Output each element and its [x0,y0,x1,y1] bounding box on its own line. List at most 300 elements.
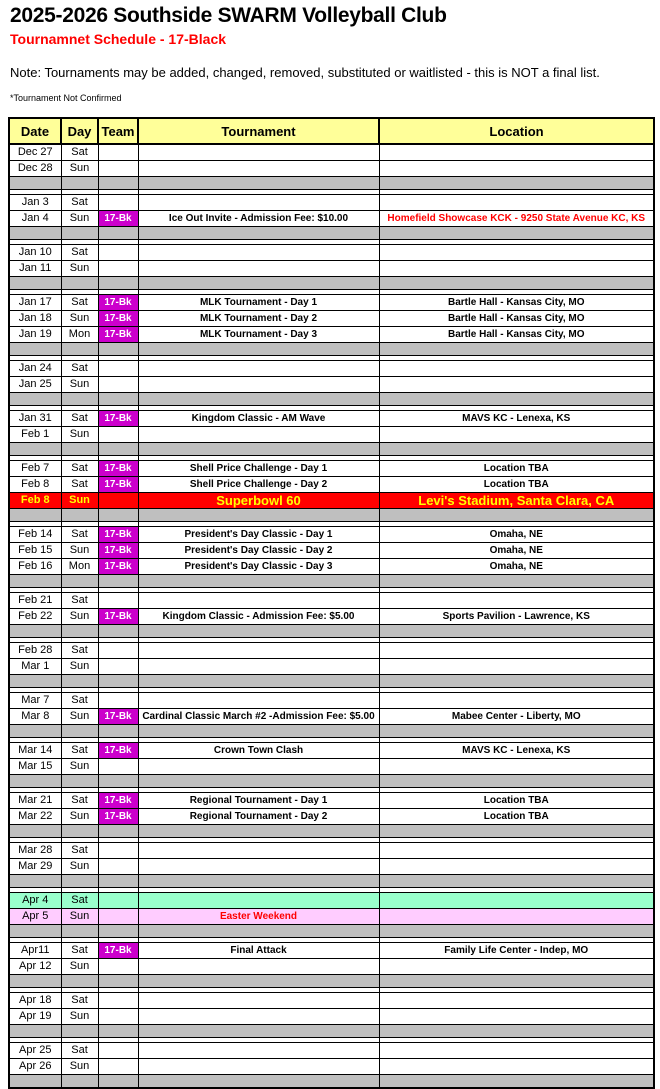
cell-day: Sun [61,759,98,775]
spacer-cell [138,177,379,190]
spacer-cell [61,925,98,938]
cell-tournament: Final Attack [138,943,379,959]
spacer-cell [98,575,138,588]
spacer-cell [138,925,379,938]
spacer-row [9,775,654,788]
spacer-cell [9,227,61,240]
spacer-cell [9,343,61,356]
table-row [9,493,654,509]
spacer-cell [379,825,654,838]
cell-day: Sat [61,361,98,377]
cell-location: Homefield Showcase KCK - 9250 State Avenue KC, KS [379,211,654,227]
spacer-cell [379,625,654,638]
spacer-cell [98,875,138,888]
cell-date: Jan 31 [9,411,61,427]
cell-tournament [138,1043,379,1059]
cell-location [379,909,654,925]
cell-date: Mar 29 [9,859,61,875]
spacer-cell [379,1075,654,1089]
cell-day: Sat [61,1043,98,1059]
spacer-cell [379,343,654,356]
cell-tournament: Easter Weekend [138,909,379,925]
cell-location: Omaha, NE [379,527,654,543]
spacer-row [9,625,654,638]
cell-team [98,643,138,659]
cell-tournament: Crown Town Clash [138,743,379,759]
spacer-cell [9,1025,61,1038]
table-row [9,1009,654,1025]
spacer-cell [379,875,654,888]
cell-team [98,493,138,509]
cell-team [98,1009,138,1025]
cell-date: Dec 28 [9,161,61,177]
cell-location [379,377,654,393]
table-row [9,477,654,493]
spacer-cell [138,509,379,522]
cell-team [98,1059,138,1075]
spacer-cell [379,509,654,522]
spacer-cell [9,1075,61,1089]
cell-tournament [138,377,379,393]
spacer-cell [9,975,61,988]
cell-team [98,909,138,925]
spacer-row [9,825,654,838]
cell-tournament: President's Day Classic - Day 3 [138,559,379,575]
cell-location: Levi's Stadium, Santa Clara, CA [379,493,654,509]
cell-date: Dec 27 [9,144,61,161]
cell-day: Sun [61,211,98,227]
cell-day: Sat [61,295,98,311]
table-row [9,144,654,161]
cell-date: Apr 25 [9,1043,61,1059]
cell-tournament [138,759,379,775]
cell-team [98,361,138,377]
cell-tournament [138,843,379,859]
spacer-cell [138,625,379,638]
spacer-cell [61,177,98,190]
cell-date: Jan 18 [9,311,61,327]
table-row [9,311,654,327]
spacer-row [9,509,654,522]
cell-tournament: MLK Tournament - Day 3 [138,327,379,343]
table-row [9,693,654,709]
cell-location [379,959,654,975]
cell-team: 17-Bk [98,709,138,725]
spacer-cell [61,1025,98,1038]
cell-location [379,1043,654,1059]
cell-date: Apr 12 [9,959,61,975]
cell-day: Sun [61,1059,98,1075]
cell-location [379,693,654,709]
cell-day: Sat [61,593,98,609]
spacer-cell [61,393,98,406]
cell-tournament: Ice Out Invite - Admission Fee: $10.00 [138,211,379,227]
cell-date: Jan 11 [9,261,61,277]
cell-team [98,195,138,211]
spacer-cell [98,227,138,240]
cell-location [379,245,654,261]
cell-location [379,144,654,161]
cell-tournament [138,245,379,261]
col-header-date: Date [9,118,61,144]
cell-day: Sat [61,245,98,261]
page-subtitle: Tournamnet Schedule - 17-Black [10,31,227,47]
spacer-cell [379,1025,654,1038]
cell-tournament: Regional Tournament - Day 1 [138,793,379,809]
spacer-row [9,975,654,988]
spacer-cell [61,575,98,588]
spacer-cell [9,443,61,456]
spacer-row [9,675,654,688]
spacer-row [9,177,654,190]
cell-date: Mar 21 [9,793,61,809]
spacer-cell [9,875,61,888]
cell-tournament [138,693,379,709]
spacer-row [9,875,654,888]
cell-tournament: President's Day Classic - Day 2 [138,543,379,559]
cell-location [379,195,654,211]
cell-location [379,643,654,659]
cell-team: 17-Bk [98,477,138,493]
cell-day: Sun [61,809,98,825]
table-row [9,593,654,609]
cell-tournament: Superbowl 60 [138,493,379,509]
cell-location [379,427,654,443]
cell-tournament: MLK Tournament - Day 1 [138,295,379,311]
spacer-cell [379,443,654,456]
cell-tournament: Cardinal Classic March #2 -Admission Fee: $5.00 [138,709,379,725]
cell-location [379,161,654,177]
cell-tournament: Kingdom Classic - Admission Fee: $5.00 [138,609,379,625]
cell-team: 17-Bk [98,809,138,825]
spacer-row [9,227,654,240]
spacer-cell [379,675,654,688]
table-row [9,909,654,925]
table-row [9,527,654,543]
spacer-cell [61,277,98,290]
cell-date: Mar 8 [9,709,61,725]
cell-location [379,759,654,775]
cell-date: Jan 19 [9,327,61,343]
cell-date: Mar 28 [9,843,61,859]
spacer-cell [61,825,98,838]
table-row [9,893,654,909]
cell-day: Sun [61,909,98,925]
cell-date: Feb 8 [9,493,61,509]
spacer-cell [138,1075,379,1089]
cell-day: Sat [61,893,98,909]
spacer-cell [61,625,98,638]
spacer-cell [61,343,98,356]
schedule-document [0,4,660,1089]
col-header-team: Team [98,118,138,144]
table-row [9,411,654,427]
schedule-table [8,117,655,1089]
cell-team: 17-Bk [98,559,138,575]
table-row [9,295,654,311]
cell-location: Omaha, NE [379,543,654,559]
spacer-cell [379,227,654,240]
table-row [9,759,654,775]
cell-date: Apr 5 [9,909,61,925]
cell-location: Bartle Hall - Kansas City, MO [379,311,654,327]
cell-day: Sat [61,993,98,1009]
table-row [9,361,654,377]
table-row [9,809,654,825]
cell-location [379,261,654,277]
table-row [9,659,654,675]
spacer-cell [98,625,138,638]
spacer-cell [61,775,98,788]
cell-team [98,261,138,277]
cell-day: Sat [61,461,98,477]
cell-tournament: Regional Tournament - Day 2 [138,809,379,825]
cell-team [98,144,138,161]
table-row [9,993,654,1009]
spacer-cell [98,675,138,688]
spacer-cell [138,825,379,838]
cell-day: Sat [61,843,98,859]
cell-day: Sun [61,1009,98,1025]
cell-team: 17-Bk [98,609,138,625]
spacer-cell [138,875,379,888]
cell-date: Mar 22 [9,809,61,825]
spacer-row [9,343,654,356]
footnote-text: *Tournament Not Confirmed [10,93,122,103]
cell-day: Sat [61,943,98,959]
col-header-day: Day [61,118,98,144]
cell-day: Sat [61,144,98,161]
cell-team [98,659,138,675]
spacer-cell [98,925,138,938]
header-row [9,118,654,144]
table-row [9,161,654,177]
cell-team: 17-Bk [98,793,138,809]
cell-day: Sun [61,609,98,625]
cell-tournament [138,161,379,177]
col-header-tournament: Tournament [138,118,379,144]
spacer-row [9,277,654,290]
spacer-row [9,925,654,938]
cell-team [98,859,138,875]
cell-date: Jan 24 [9,361,61,377]
table-row [9,559,654,575]
col-header-location: Location [379,118,654,144]
cell-day: Sat [61,793,98,809]
cell-day: Sat [61,411,98,427]
table-row [9,793,654,809]
spacer-cell [9,675,61,688]
table-row [9,261,654,277]
spacer-cell [138,675,379,688]
spacer-cell [138,227,379,240]
cell-team: 17-Bk [98,211,138,227]
cell-tournament [138,261,379,277]
spacer-cell [9,509,61,522]
cell-tournament: Shell Price Challenge - Day 1 [138,461,379,477]
cell-team [98,1043,138,1059]
cell-date: Jan 3 [9,195,61,211]
cell-tournament: Shell Price Challenge - Day 2 [138,477,379,493]
spacer-cell [138,775,379,788]
spacer-cell [98,825,138,838]
cell-date: Feb 14 [9,527,61,543]
cell-day: Sat [61,195,98,211]
cell-location [379,593,654,609]
cell-date: Feb 7 [9,461,61,477]
table-row [9,1043,654,1059]
spacer-row [9,1075,654,1089]
cell-date: Feb 21 [9,593,61,609]
cell-team: 17-Bk [98,461,138,477]
spacer-cell [9,825,61,838]
spacer-cell [379,975,654,988]
page-title: 2025-2026 Southside SWARM Volleyball Club [10,4,447,27]
spacer-cell [379,575,654,588]
cell-date: Apr 4 [9,893,61,909]
spacer-cell [138,277,379,290]
spacer-cell [98,1025,138,1038]
cell-location [379,659,654,675]
cell-date: Feb 1 [9,427,61,443]
cell-team: 17-Bk [98,295,138,311]
cell-day: Sun [61,261,98,277]
cell-tournament [138,643,379,659]
cell-day: Sat [61,743,98,759]
spacer-cell [9,775,61,788]
cell-location: MAVS KC - Lenexa, KS [379,743,654,759]
cell-day: Mon [61,327,98,343]
cell-location: MAVS KC - Lenexa, KS [379,411,654,427]
cell-team [98,593,138,609]
cell-tournament [138,959,379,975]
spacer-cell [138,575,379,588]
cell-team [98,759,138,775]
table-row [9,743,654,759]
cell-team [98,893,138,909]
cell-day: Sun [61,377,98,393]
table-row [9,377,654,393]
cell-location [379,1059,654,1075]
cell-team [98,693,138,709]
cell-day: Sun [61,161,98,177]
cell-location: Bartle Hall - Kansas City, MO [379,327,654,343]
cell-location: Location TBA [379,793,654,809]
spacer-row [9,393,654,406]
cell-day: Sun [61,959,98,975]
cell-location: Location TBA [379,477,654,493]
cell-date: Feb 28 [9,643,61,659]
cell-team: 17-Bk [98,543,138,559]
cell-location: Bartle Hall - Kansas City, MO [379,295,654,311]
cell-team [98,161,138,177]
spacer-cell [379,925,654,938]
cell-team: 17-Bk [98,743,138,759]
spacer-cell [61,675,98,688]
table-row [9,543,654,559]
spacer-cell [98,509,138,522]
spacer-cell [9,575,61,588]
cell-team: 17-Bk [98,943,138,959]
spacer-cell [9,925,61,938]
cell-date: Mar 15 [9,759,61,775]
table-row [9,709,654,725]
cell-tournament: Kingdom Classic - AM Wave [138,411,379,427]
cell-date: Jan 17 [9,295,61,311]
cell-team: 17-Bk [98,527,138,543]
cell-team [98,959,138,975]
cell-location [379,859,654,875]
cell-location: Family Life Center - Indep, MO [379,943,654,959]
cell-tournament: MLK Tournament - Day 2 [138,311,379,327]
cell-tournament [138,1059,379,1075]
spacer-cell [61,1075,98,1089]
spacer-cell [379,277,654,290]
cell-day: Sun [61,493,98,509]
spacer-cell [98,393,138,406]
spacer-cell [98,343,138,356]
spacer-row [9,1025,654,1038]
cell-date: Feb 15 [9,543,61,559]
spacer-cell [98,177,138,190]
cell-date: Feb 8 [9,477,61,493]
spacer-cell [9,177,61,190]
cell-team [98,427,138,443]
cell-location: Sports Pavilion - Lawrence, KS [379,609,654,625]
table-row [9,959,654,975]
spacer-cell [61,875,98,888]
spacer-cell [9,277,61,290]
cell-tournament [138,893,379,909]
cell-location: Mabee Center - Liberty, MO [379,709,654,725]
cell-day: Mon [61,559,98,575]
cell-day: Sun [61,659,98,675]
cell-date: Mar 7 [9,693,61,709]
cell-team [98,245,138,261]
table-row [9,609,654,625]
cell-tournament [138,144,379,161]
spacer-cell [61,509,98,522]
cell-location [379,843,654,859]
table-row [9,943,654,959]
cell-date: Apr 19 [9,1009,61,1025]
spacer-cell [98,725,138,738]
cell-day: Sun [61,311,98,327]
cell-day: Sat [61,693,98,709]
cell-tournament [138,993,379,1009]
cell-day: Sat [61,477,98,493]
cell-date: Apr 26 [9,1059,61,1075]
cell-location [379,893,654,909]
spacer-row [9,575,654,588]
cell-tournament [138,361,379,377]
table-row [9,461,654,477]
spacer-cell [379,393,654,406]
spacer-cell [61,443,98,456]
table-row [9,327,654,343]
spacer-cell [98,1075,138,1089]
spacer-cell [9,625,61,638]
table-row [9,245,654,261]
cell-tournament [138,427,379,443]
spacer-cell [138,443,379,456]
cell-location: Location TBA [379,461,654,477]
table-row [9,859,654,875]
cell-location: Omaha, NE [379,559,654,575]
spacer-cell [138,725,379,738]
cell-day: Sat [61,643,98,659]
cell-date: Feb 16 [9,559,61,575]
